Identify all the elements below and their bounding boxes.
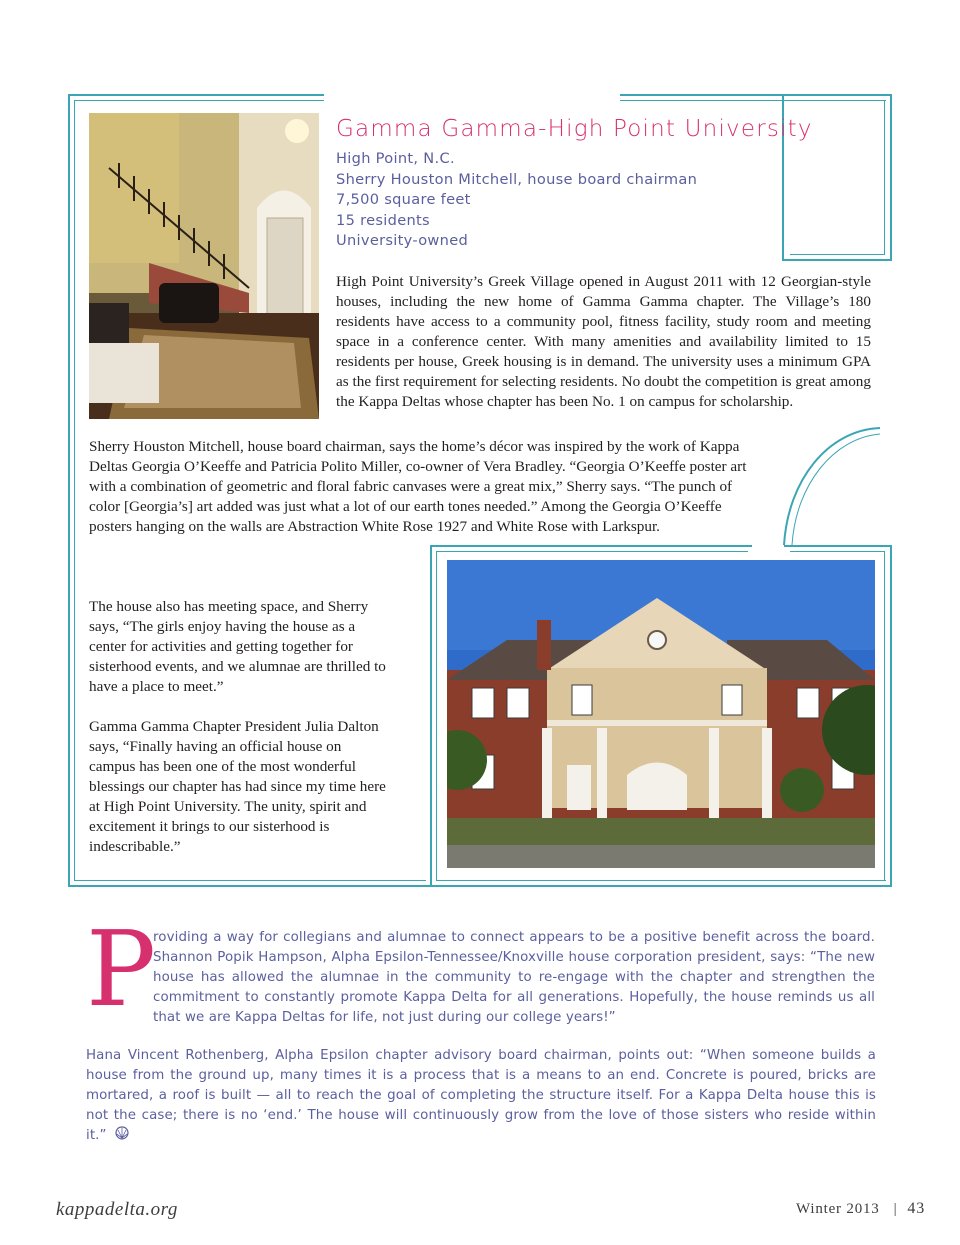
decor-paragraph: Sherry Houston Mitchell, house board chairman, says the home’s décor was inspired by the work of Kappa Deltas Georgia O’Keeffe and Patricia Polito Miller, co-owner of Vera Bradley. “Georgia O’Keeffe poster art with a combination of geometric and floral fabric canvases were a great mix,” Sherry says. “The punch of color [Georgia’s] art added was just what a lot of our earth tones needed.” Among the Georgia O’Keeffe posters hanging on the walls are Abstraction White Rose 1927 and White Rose with Larkspur. xyxy=(89,438,747,535)
page-number: 43 xyxy=(907,1200,926,1217)
page-info xyxy=(796,1200,925,1218)
house-ownership: University-owned xyxy=(336,232,469,250)
issue-label: Winter 2013 xyxy=(796,1201,880,1217)
drop-cap: P xyxy=(86,908,156,1030)
house-title: Gamma Gamma-High Point University xyxy=(336,116,813,142)
rothenberg-quote: Hana Vincent Rothenberg, Alpha Epsilon chapter advisory board chairman, points out: “When someone builds a house from the ground up, many times it is a process that is a means to an end. Concrete is poured, bricks are mortared, a roof is built — all to reach the goal of completing the structure itself. For a Kappa Delta house this is not the case; there is no ‘end.’ The house will continuously grow from the love of those sisters who reside within it.” xyxy=(86,1048,876,1143)
site-link[interactable]: kappadelta.org xyxy=(56,1199,178,1220)
president-paragraph: Gamma Gamma Chapter President Julia Dalton says, “Finally having an official house on campus has been one of the most wonderful blessings our chapter has had since my time here at High Point University. The unity, spirit and excitement it brings to our sisterhood is indescribable.” xyxy=(89,718,386,855)
house-size: 7,500 square feet xyxy=(336,191,471,209)
house-facts xyxy=(336,149,697,252)
interior-photo xyxy=(89,113,319,419)
quote-column xyxy=(89,597,389,877)
shell-icon xyxy=(115,1126,129,1140)
house-residents: 15 residents xyxy=(336,211,430,229)
hampson-quote: roviding a way for collegians and alumnae to connect appears to be a positive benefit across the board. Shannon Popik Hampson, Alpha Epsilon-Tennessee/Knoxville house corporation president, says: “The new house has allowed the alumnae in the community to re-engage with the chapter and strengthen the commitment to constantly promote Kappa Delta for all generations. Hopefully, the house reminds us all that we are Kappa Deltas for life, not just during our college years!” xyxy=(153,930,875,1025)
intro-paragraph: High Point University’s Greek Village opened in August 2011 with 12 Georgian-style houses, including the new home of Gamma Gamma chapter. The Village’s 180 residents have access to a community pool, fitness facility, study room and meeting space in a conference center. With many amenities and availability limited to 15 residents per house, Greek housing is in demand. The university uses a minimum GPA as the first requirement for selecting residents. No doubt the competition is great among the Kappa Deltas whose chapter has been No. 1 on campus for scholarship. xyxy=(336,273,871,410)
house-exterior-photo xyxy=(447,560,875,868)
house-location: High Point, N.C. xyxy=(336,150,455,167)
house-chairman: Sherry Houston Mitchell, house board chairman xyxy=(336,170,698,188)
meeting-paragraph: The house also has meeting space, and Sherry says, “The girls enjoy having the house as a center for activities and getting together for sisterhood events, and we alumnae are thrilled to have a place to meet.” xyxy=(89,598,386,695)
footer-separator: | xyxy=(893,1201,898,1217)
